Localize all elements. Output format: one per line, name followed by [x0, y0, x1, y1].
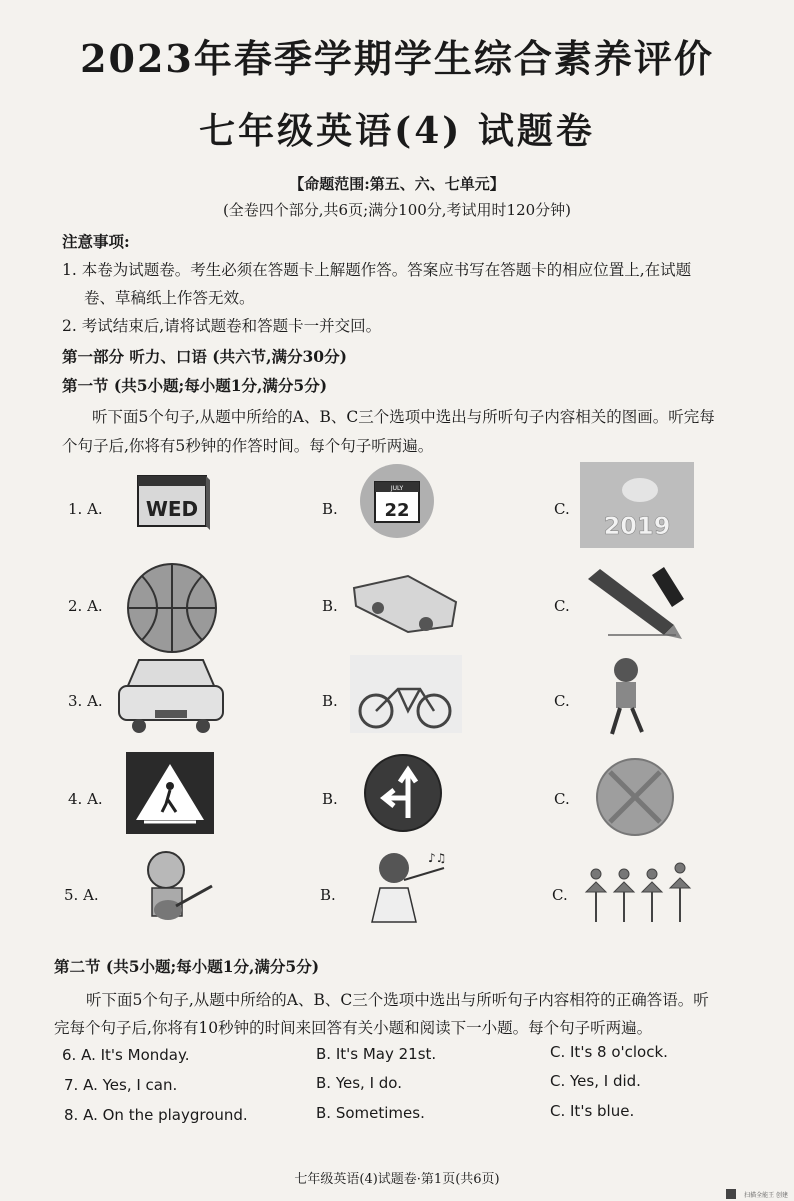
- svg-text:22: 22: [384, 500, 410, 521]
- q2-label-b: B.: [322, 597, 338, 615]
- q7-option-a: 7. A. Yes, I can.: [64, 1076, 178, 1094]
- q3-label-c: C.: [554, 692, 570, 710]
- q7-option-b: B. Yes, I do.: [316, 1074, 402, 1092]
- q1-label-c: C.: [554, 500, 570, 518]
- part1-heading: 第一部分 听力、口语 (共六节,满分30分): [62, 347, 347, 366]
- svg-text:WED: WED: [145, 497, 199, 521]
- exam-info: (全卷四个部分,共6页;满分100分,考试用时120分钟): [222, 201, 572, 219]
- calendar-wed-icon: [132, 470, 212, 532]
- svg-text:JULY: JULY: [390, 485, 404, 492]
- qr-code-icon: [726, 1189, 736, 1199]
- pen-icon: [580, 565, 692, 643]
- notes-item-1-line-2: 卷、草稿纸上作答无效。: [84, 289, 255, 307]
- section1-instruction-line-1: 听下面5个句子,从题中所给的A、B、C三个选项中选出与所听句子内容相关的图画。听完每: [92, 408, 715, 426]
- q5-label-b: B.: [320, 886, 336, 904]
- notes-item-1-line-1: 1. 本卷为试题卷。考生必须在答题卡上解题作答。答案应书写在答题卡的相应位置上,在试题: [62, 261, 692, 279]
- exam-subtitle: 七年级英语(4) 试题卷: [199, 110, 595, 152]
- q4-label-c: C.: [554, 790, 570, 808]
- q7-option-c: C. Yes, I did.: [550, 1072, 641, 1090]
- q2-label-c: C.: [554, 597, 570, 615]
- walking-girl-icon: [598, 652, 656, 740]
- section1-heading: 第一节 (共5小题;每小题1分,满分5分): [62, 376, 328, 395]
- boy-guitar-icon: [132, 848, 216, 934]
- q6-option-b: B. It's May 21st.: [316, 1045, 437, 1063]
- exam-title: 2023年春季学期学生综合素养评价: [80, 36, 714, 81]
- section2-instruction-line-2: 完每个句子后,你将有10秒钟的时间来回答有关小题和阅读下一小题。每个句子听两遍。: [54, 1019, 653, 1037]
- svg-text:♪♫: ♪♫: [428, 851, 447, 865]
- q5-label-c: C.: [552, 886, 568, 904]
- scanner-watermark: 扫描全能王 创建: [744, 1192, 788, 1199]
- section2-instruction-line-1: 听下面5个句子,从题中所给的A、B、C三个选项中选出与所听句子内容相符的正确答语。听: [86, 991, 709, 1009]
- q4-label-b: B.: [322, 790, 338, 808]
- page-footer: 七年级英语(4)试题卷·第1页(共6页): [294, 1172, 500, 1187]
- girl-violin-icon: [358, 848, 450, 934]
- q3-label-a: 3. A.: [68, 692, 103, 710]
- q6-option-c: C. It's 8 o'clock.: [550, 1043, 668, 1061]
- calendar-date-icon: [358, 462, 436, 540]
- basketball-icon: [126, 562, 218, 654]
- exam-scope: 【命题范围:第五、六、七单元】: [289, 175, 505, 193]
- q8-option-a: 8. A. On the playground.: [64, 1106, 248, 1124]
- q1-label-b: B.: [322, 500, 338, 518]
- crosswalk-sign-icon: [126, 752, 214, 834]
- q1-label-a: 1. A.: [68, 500, 103, 518]
- car-icon: [115, 652, 227, 734]
- bicycle-icon: [350, 655, 462, 733]
- toy-car-icon: [348, 568, 462, 638]
- no-parking-sign-icon: [594, 756, 676, 838]
- svg-text:2019: 2019: [603, 512, 671, 540]
- section2-heading: 第二节 (共5小题;每小题1分,满分5分): [54, 957, 320, 976]
- q2-label-a: 2. A.: [68, 597, 103, 615]
- notes-heading: 注意事项:: [62, 232, 130, 251]
- q5-label-a: 5. A.: [64, 886, 99, 904]
- notes-item-2: 2. 考试结束后,请将试题卷和答题卡一并交回。: [62, 317, 382, 335]
- turn-left-or-straight-sign-icon: [362, 752, 444, 834]
- q4-label-a: 4. A.: [68, 790, 103, 808]
- q3-label-b: B.: [322, 692, 338, 710]
- q8-option-c: C. It's blue.: [550, 1102, 635, 1120]
- q6-option-a: 6. A. It's Monday.: [62, 1046, 190, 1064]
- ballet-dancers-icon: [580, 852, 696, 934]
- section1-instruction-line-2: 个句子后,你将有5秒钟的作答时间。每个句子听两遍。: [62, 437, 434, 455]
- new-year-2019-icon: [580, 462, 694, 548]
- q8-option-b: B. Sometimes.: [316, 1104, 425, 1122]
